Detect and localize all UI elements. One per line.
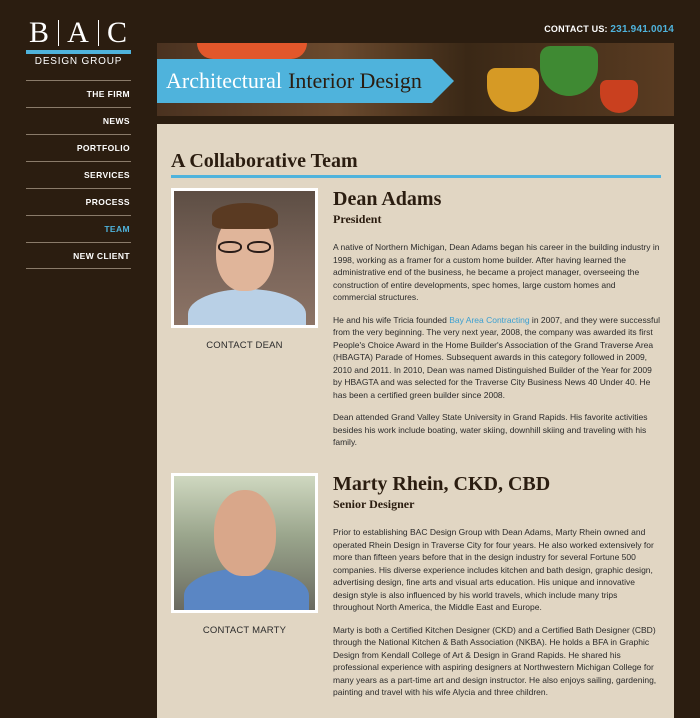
contact-marty-link[interactable]: CONTACT MARTY <box>202 625 287 636</box>
banner-red-bowl-image <box>600 80 638 113</box>
contact-dean-link[interactable]: CONTACT DEAN <box>206 340 283 351</box>
logo-divider <box>58 20 59 46</box>
logo-accent-bar <box>26 50 131 54</box>
marty-photo <box>171 473 318 613</box>
header-contact <box>544 24 674 35</box>
nav-item-process[interactable]: PROCESS <box>26 188 131 215</box>
content-panel <box>157 124 674 718</box>
logo-letter-b: B <box>29 16 51 49</box>
bay-area-contracting-link[interactable]: Bay Area Contracting <box>449 314 530 325</box>
page-title: A Collaborative Team <box>171 150 358 172</box>
person-name: Marty Rhein, CKD, CBD <box>333 473 551 495</box>
banner-green-bowl-image <box>540 46 598 96</box>
bio-paragraph: A native of Northern Michigan, Dean Adams began his career in the building industry in 1998, working as a framer for a custom home builder. After having learned the administrative end of the business, he became a project manager, overseeing the construction of entire developments, spec homes, large custom homes and commercial structures. <box>333 242 660 302</box>
bio-paragraph: Marty is both a Certified Kitchen Designer (CKD) and a Certified Bath Designer (CBD) through the National Kitchen & Bath Association (NKBA). He holds a BFA in Graphic Design from Kendall College of Art & Design in Grand Rapids. He shared his professional experience with aspiring designers at Northwestern Michigan College for many years as a part-time art and design instructor. He also enjoys sailing, gardening, painting and travel with his wife Alycia and three children. <box>333 624 657 697</box>
main-nav <box>26 80 131 269</box>
logo-divider <box>98 20 99 46</box>
nav-item-portfolio[interactable]: PORTFOLIO <box>26 134 131 161</box>
person-role: President <box>333 212 382 226</box>
dean-bio <box>333 188 660 449</box>
hero-banner <box>157 43 674 116</box>
logo-letter-a: A <box>67 16 90 49</box>
marty-bio <box>333 473 660 699</box>
nav-item-team[interactable]: TEAM <box>26 215 131 242</box>
contact-label: CONTACT US: <box>544 24 608 34</box>
phone-link[interactable]: 231.941.0014 <box>610 24 674 35</box>
banner-orange-chair-image <box>197 43 307 59</box>
logo[interactable] <box>26 18 131 67</box>
marty-face <box>214 490 276 576</box>
dean-glasses-left <box>218 241 242 253</box>
nav-item-new-client[interactable]: NEW CLIENT <box>26 242 131 269</box>
nav-item-news[interactable]: NEWS <box>26 107 131 134</box>
nav-item-services[interactable]: SERVICES <box>26 161 131 188</box>
logo-letters <box>26 18 131 48</box>
banner-yellow-bowl-image <box>487 68 539 112</box>
banner-title <box>157 59 432 103</box>
bio-paragraph: Dean attended Grand Valley State University in Grand Rapids. His favorite activities besides his work include boating, water skiing, downhill skiing and traveling with his family. <box>333 412 648 447</box>
nav-item-the-firm[interactable]: THE FIRM <box>26 80 131 107</box>
person-role: Senior Designer <box>333 497 415 511</box>
banner-title-light: Architectural <box>166 68 283 93</box>
bio-paragraph-with-link: He and his wife Tricia founded Bay Area Contracting in 2007, and they were successful from the very beginning. The very next year, 2008, the company was awarded its first People's Choice Award in the Home Builder's Association of the Grand Traverse Area (HBAGTA) Parade of Homes. Subsequent awards in this category followed in 2009, 2010 and 2011. In 2010, Dean was named Distinguished Builder of the Year for 2009 by HBAGTA and was selected for the Traverse City Business News 40 Under 40. He has been a certified green builder since 2008. <box>333 314 660 400</box>
dean-shirt <box>188 289 306 325</box>
marty-portrait-image <box>174 476 315 610</box>
title-divider <box>171 175 661 178</box>
dean-portrait-image <box>174 191 315 325</box>
logo-letter-c: C <box>106 16 128 49</box>
logo-subtitle: DESIGN GROUP <box>34 56 123 67</box>
bio-paragraph: Prior to establishing BAC Design Group with Dean Adams, Marty Rhein owned and operated Rhein Design in Traverse City for four years. He also worked extensively for more than fifteen years before that in the design industry for several Fortune 500 companies. His diverse experience includes kitchen and bath design, graphic design, advertising design, fine arts and visual arts education. His unique and innovative design style is also influenced by his world travels, which include many trips throughout North America, the Middle East and Europe. <box>333 527 654 612</box>
person-name: Dean Adams <box>333 188 442 210</box>
banner-title-dark: Interior Design <box>288 68 422 93</box>
dean-glasses-right <box>247 241 271 253</box>
dean-hair <box>212 203 278 229</box>
dean-photo <box>171 188 318 328</box>
